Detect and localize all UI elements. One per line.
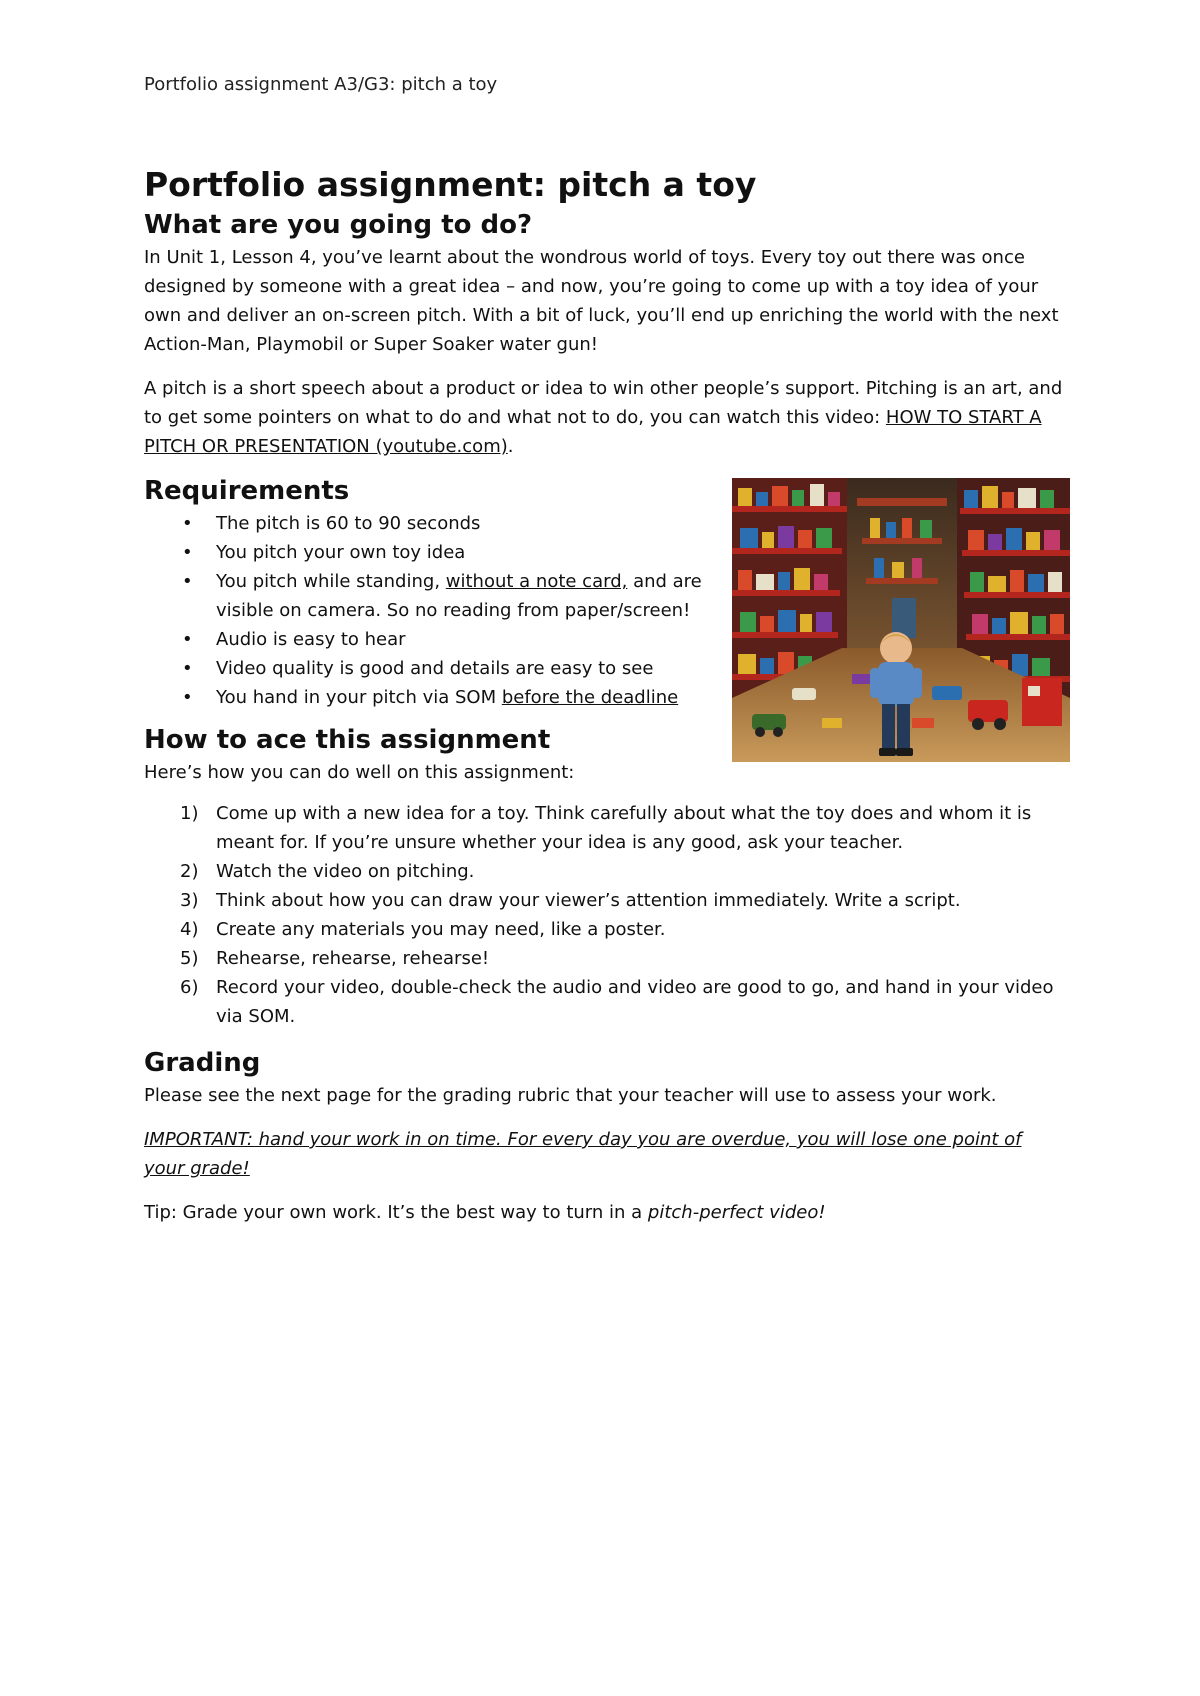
pitch-paragraph-end: .: [507, 436, 514, 457]
list-item: [144, 886, 1064, 915]
document-body: [144, 163, 1064, 1227]
list-item: [144, 857, 1064, 886]
tip-emphasis: pitch-perfect video!: [647, 1202, 826, 1223]
requirement-text: and are visible on camera. So no reading from paper/screen!: [216, 571, 702, 621]
list-item: [144, 973, 1064, 1031]
bullet-icon: •: [182, 513, 193, 534]
list-item: [144, 944, 1064, 973]
list-item: [144, 915, 1064, 944]
requirement-emphasis: before the deadline: [501, 687, 679, 708]
video-link[interactable]: HOW TO START A PITCH OR PRESENTATION (youtube.com): [144, 407, 1042, 457]
step-text: Watch the video on pitching.: [216, 861, 475, 882]
section-heading-grading: Grading: [144, 1048, 261, 1078]
list-item: [144, 509, 704, 538]
list-item: [144, 799, 1064, 857]
list-item: [144, 625, 704, 654]
step-number: 1): [180, 803, 199, 824]
pitch-paragraph: [144, 374, 1064, 461]
ace-intro: Here’s how you can do well on this assignment:: [144, 762, 575, 783]
page-title: Portfolio assignment: pitch a toy: [144, 165, 757, 204]
bullet-icon: •: [182, 542, 193, 563]
requirements-list: [144, 509, 704, 712]
section-heading-ace: How to ace this assignment: [144, 725, 551, 755]
step-number: 3): [180, 890, 199, 911]
section-heading-requirements: Requirements: [144, 476, 350, 506]
bullet-icon: •: [182, 571, 193, 592]
requirements-section: [144, 473, 1064, 712]
step-text: Record your video, double-check the audio and video are good to go, and hand in your video via SOM.: [216, 977, 1054, 1027]
tip-paragraph: [144, 1198, 1064, 1227]
tip-text: Tip: Grade your own work. It’s the best way to turn in a: [144, 1202, 648, 1223]
bullet-icon: •: [182, 658, 193, 679]
step-text: Create any materials you may need, like a poster.: [216, 919, 666, 940]
requirement-text: You pitch your own toy idea: [216, 542, 466, 563]
requirement-text: You pitch while standing,: [216, 571, 446, 592]
requirement-text: The pitch is 60 to 90 seconds: [216, 513, 481, 534]
pitch-paragraph-text: A pitch is a short speech about a product or idea to win other people’s support. Pitching is an art, and to get some pointers on what to do and what not to do, you can watch this video:: [144, 378, 1063, 428]
bullet-icon: •: [182, 629, 193, 650]
step-text: Rehearse, rehearse, rehearse!: [216, 948, 490, 969]
bullet-icon: •: [182, 687, 193, 708]
step-number: 4): [180, 919, 199, 940]
step-number: 5): [180, 948, 199, 969]
list-item: [144, 567, 704, 625]
intro-paragraph: In Unit 1, Lesson 4, you’ve learnt about the wondrous world of toys. Every toy out there was once designed by someone with a great idea – and now, you’re going to come up with a toy idea of your own and deliver an on-screen pitch. With a bit of luck, you’ll end up enriching the world with the next Action-Man, Playmobil or Super Soaker water gun!: [144, 247, 1059, 355]
section-heading-what: What are you going to do?: [144, 210, 533, 240]
list-item: [144, 538, 704, 567]
grading-paragraph: Please see the next page for the grading rubric that your teacher will use to assess your work.: [144, 1085, 997, 1106]
step-number: 2): [180, 861, 199, 882]
requirement-text: Video quality is good and details are easy to see: [216, 658, 654, 679]
list-item: [144, 683, 704, 712]
steps-list: [144, 799, 1064, 1031]
step-text: Think about how you can draw your viewer’s attention immediately. Write a script.: [216, 890, 961, 911]
requirement-text: Audio is easy to hear: [216, 629, 406, 650]
list-item: [144, 654, 704, 683]
running-header: Portfolio assignment A3/G3: pitch a toy: [144, 74, 498, 95]
step-number: 6): [180, 977, 199, 998]
important-note: IMPORTANT: hand your work in on time. For every day you are overdue, you will lose one point of your grade!: [144, 1129, 1022, 1179]
step-text: Come up with a new idea for a toy. Think carefully about what the toy does and whom it is meant for. If you’re unsure whether your idea is any good, ask your teacher.: [216, 803, 1032, 853]
requirement-emphasis: without a note card,: [445, 571, 628, 592]
requirement-text: You hand in your pitch via SOM: [216, 687, 502, 708]
